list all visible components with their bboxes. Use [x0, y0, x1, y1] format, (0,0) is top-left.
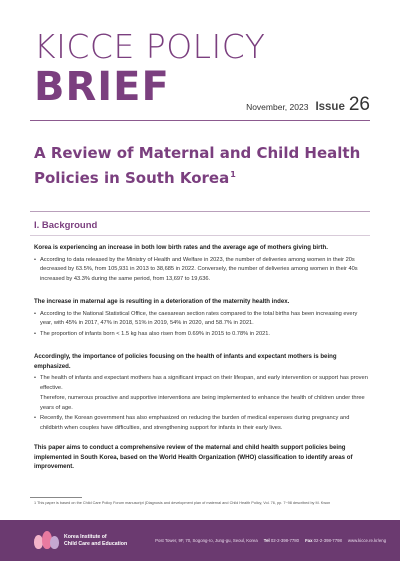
kicce-logo[interactable] — [34, 531, 127, 551]
section-heading-background: I. Background — [34, 220, 98, 231]
bullet-continuation: Therefore, numerous proactive and supportive interventions are being implemented to enhance the health of children under three years of age. — [40, 395, 365, 411]
contact-info — [155, 538, 386, 543]
bullet-item: • According to data released by the Ministry of Health and Welfare in 2023, the number of deliveries among women in their 20s decreased by 63.5%, from 105,931 in 2013 to 38,685 in 2022. Conversely, the number of deliveries among women in their 40s increased by 43.3% during the same period, from 13,697 to 19,636. — [34, 256, 370, 285]
footnote: 1 This paper is based on the Child Care Policy Forum manuscript (Diagnosis and development plan of maternal and Child Health Policy, Vol. 76, pp. 7~98 described by M. Kwon — [34, 501, 331, 505]
footnote-divider — [30, 497, 82, 498]
title-footnote-marker[interactable]: 1 — [230, 170, 236, 179]
fax-label: Fax — [305, 538, 313, 543]
footer-bar — [0, 520, 400, 561]
issue-date: November, 2023 — [246, 102, 309, 112]
background-body — [34, 240, 370, 472]
address: Post Tower, 9F, 70, Sogong-ro, Jung-gu, Seoul, Korea — [155, 538, 258, 543]
org-name-line1: Korea Institute of — [64, 534, 107, 541]
org-name-line2: Child Care and Education — [64, 540, 128, 547]
masthead — [34, 28, 265, 109]
masthead-title-line2: BRIEF — [34, 64, 170, 110]
bullet-item: • Recently, the Korean government has also emphasized on reducing the burden of medical expenses during pregnancy and childbirth when couples have difficulties, and strengthening support for infants in their early lives. — [34, 414, 370, 433]
paragraph-lead: The increase in maternal age is resulting in a deterioration of the maternity health index. — [34, 298, 290, 305]
bullet-item: • The proportion of infants born < 1.5 kg has also risen from 0.69% in 2015 to 0.78% in 2021. — [34, 330, 370, 340]
header-divider — [30, 120, 370, 121]
document-title-text: A Review of Maternal and Child Health Policies in South Korea — [34, 144, 361, 187]
fax-number: 02-2-398-7798 — [313, 538, 342, 543]
paragraph-lead: Accordingly, the importance of policies focusing on the health of infants and expectant mothers is being emphasized. — [34, 353, 337, 370]
document-title — [34, 143, 374, 189]
issue-label: Issue — [315, 101, 345, 113]
paragraph-lead: Korea is experiencing an increase in both low birth rates and the average age of mothers giving birth. — [34, 244, 328, 251]
bullet-item: • The health of infants and expectant mothers has a significant impact on their lifespan, and early intervention or support has proven effective. — [34, 374, 370, 393]
issue-info — [246, 94, 370, 116]
org-name — [64, 534, 127, 547]
section-divider-bottom — [30, 235, 370, 236]
issue-number: 26 — [348, 94, 370, 115]
section-divider-top — [30, 211, 370, 212]
closing-paragraph: This paper aims to conduct a comprehensive review of the maternal and child health support policies being implemented in South Korea, based on the World Health Organization (WHO) classification to identify areas of improvement. — [34, 444, 353, 470]
bullet-item: • According to the National Statistical Office, the caesarean section rates compared to the total births has been increasing every year, with 45% in 2017, 47% in 2018, 51% in 2019, 54% in 2020, and 58.7% in 2021. — [34, 310, 370, 329]
phone-number: 02-2-398-7780 — [270, 538, 300, 543]
phone-label: Tel — [263, 538, 270, 543]
masthead-title-line1: KICCE POLICY — [34, 27, 266, 66]
fax — [305, 538, 342, 543]
kicce-logo-icon — [34, 531, 60, 551]
phone — [264, 538, 299, 543]
website-link[interactable]: www.kicce.re.kr/eng — [347, 538, 387, 543]
